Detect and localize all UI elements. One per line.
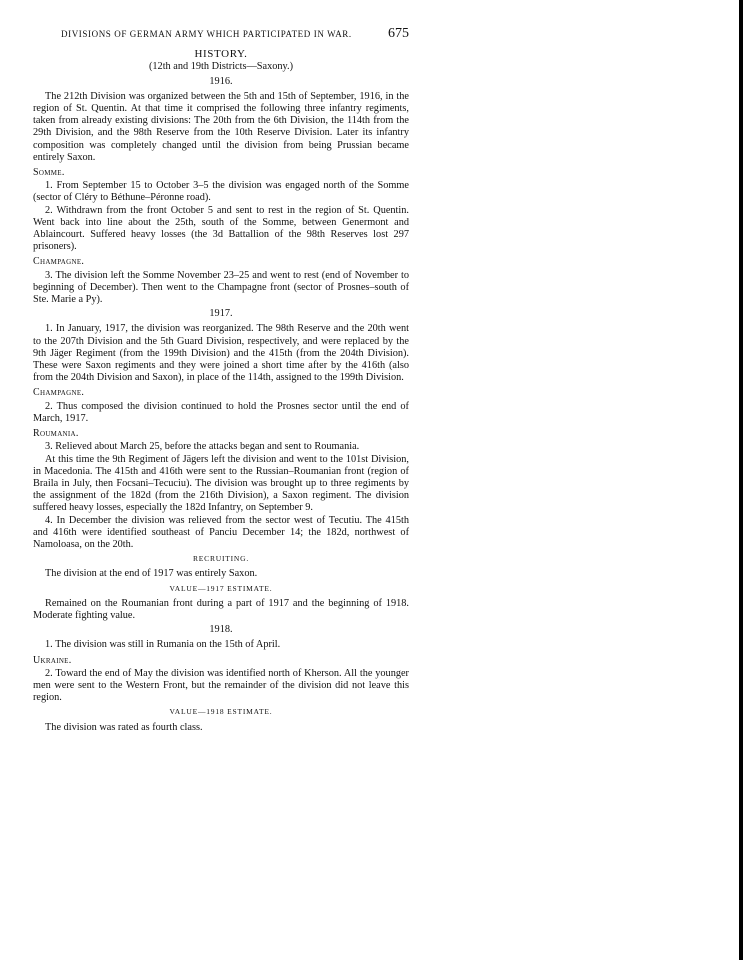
section-heading-ukraine: Ukraine. xyxy=(33,654,72,666)
paragraph-somme-2: 2. Withdrawn from the front October 5 and sent to rest in the region of St. Quentin. Went back into line about the 25th, south of the Somme, between Genermont and Ablaincourt. Suffered heavy losses (the 3d Battallion of the 98th Reserves lost 297 prisoners). xyxy=(33,204,409,253)
year-heading-1916: 1916. xyxy=(209,75,233,87)
paragraph-intro: The 212th Division was organized between the 5th and 15th of September, 1916, in the region of St. Quentin. At that time it comprised the following three infantry regiments, taken from already existing divisions: The 20th from the 6th Division, the 114th from the 29th Division, and the 98th Reserve from the 10th Reserve Division. Later its infantry composition was completely changed until the division from being Prussian became entirely Saxon. xyxy=(33,90,409,163)
value-text-1917: Remained on the Roumanian front during a part of 1917 and the beginning of 1918. Moderate fighting value. xyxy=(33,597,409,621)
section-heading-champagne-1916: Champagne. xyxy=(33,256,85,268)
running-header xyxy=(33,28,409,40)
value-text-1918: The division was rated as fourth class. xyxy=(45,721,203,733)
page-number: 675 xyxy=(388,26,409,41)
section-heading-somme: Somme. xyxy=(33,167,65,179)
paragraph-1917-3: 3. Relieved about March 25, before the attacks began and sent to Roumania. xyxy=(45,441,360,453)
section-heading-roumania: Roumania. xyxy=(33,428,79,440)
paragraph-1918-1: 1. The division was still in Rumania on the 15th of April. xyxy=(45,639,281,651)
scan-edge xyxy=(739,0,743,960)
section-heading-champagne-1917: Champagne. xyxy=(33,387,85,399)
paragraph-1918-2: 2. Toward the end of May the division was identified north of Kherson. All the younger men were sent to the Western Front, but the remainder of the division did not leave this region. xyxy=(33,667,409,704)
value-heading-1917: VALUE—1917 ESTIMATE. xyxy=(169,583,273,593)
paragraph-1917-4: 4. In December the division was relieved from the sector west of Tecutiu. The 415th and 416th were identified southeast of Panciu December 14; the 182d, northwest of Namoloasa, on the 20th. xyxy=(33,514,409,550)
document-page xyxy=(33,28,409,734)
running-title: DIVISIONS OF GERMAN ARMY WHICH PARTICIPATED IN WAR. xyxy=(61,29,352,39)
paragraph-champagne-3: 3. The division left the Somme November 23–25 and went to rest (end of November to beginning of December). Then went to the Champagne front (sector of Prosnes–south of Ste. Marie a Py). xyxy=(33,269,409,306)
page-subtitle: (12th and 19th Districts—Saxony.) xyxy=(148,61,294,73)
value-heading-1918: VALUE—1918 ESTIMATE. xyxy=(169,707,273,717)
recruiting-heading: RECRUITING. xyxy=(192,554,250,564)
page-title: HISTORY. xyxy=(194,48,248,61)
paragraph-1917-1: 1. In January, 1917, the division was reorganized. The 98th Reserve and the 20th went to the 207th Division and the 5th Guard Division, respectively, and were replaced by the 9th Jäger Regiment (from the 199th Division) and the 415th (from the 204th Division). These were Saxon regiments and they were joined a short time after by the 416th (also from the 204th Division and Saxon), in place of the 114th, assigned to the 199th Division. xyxy=(33,323,409,384)
recruiting-text: The division at the end of 1917 was entirely Saxon. xyxy=(45,568,258,580)
paragraph-1917-2: 2. Thus composed the division continued to hold the Prosnes sector until the end of March, 1917. xyxy=(33,400,409,424)
paragraph-1917-3b: At this time the 9th Regiment of Jägers left the division and went to the 101st Division, in Macedonia. The 415th and 416th were sent to the Russian–Roumanian front (region of Braila in July, then Focsani–Tecuciu). The division was brought up to three regiments by the assignment of the 182d (from the 216th Division), a Saxon regiment. The division suffered heavy losses, especially the 182d Infantry, on September 9. xyxy=(33,453,409,514)
year-heading-1918: 1918. xyxy=(209,624,233,636)
paragraph-somme-1: 1. From September 15 to October 3–5 the division was engaged north of the Somme (sector of Cléry to Béthune–Péronne road). xyxy=(33,180,409,204)
year-heading-1917: 1917. xyxy=(209,308,233,320)
